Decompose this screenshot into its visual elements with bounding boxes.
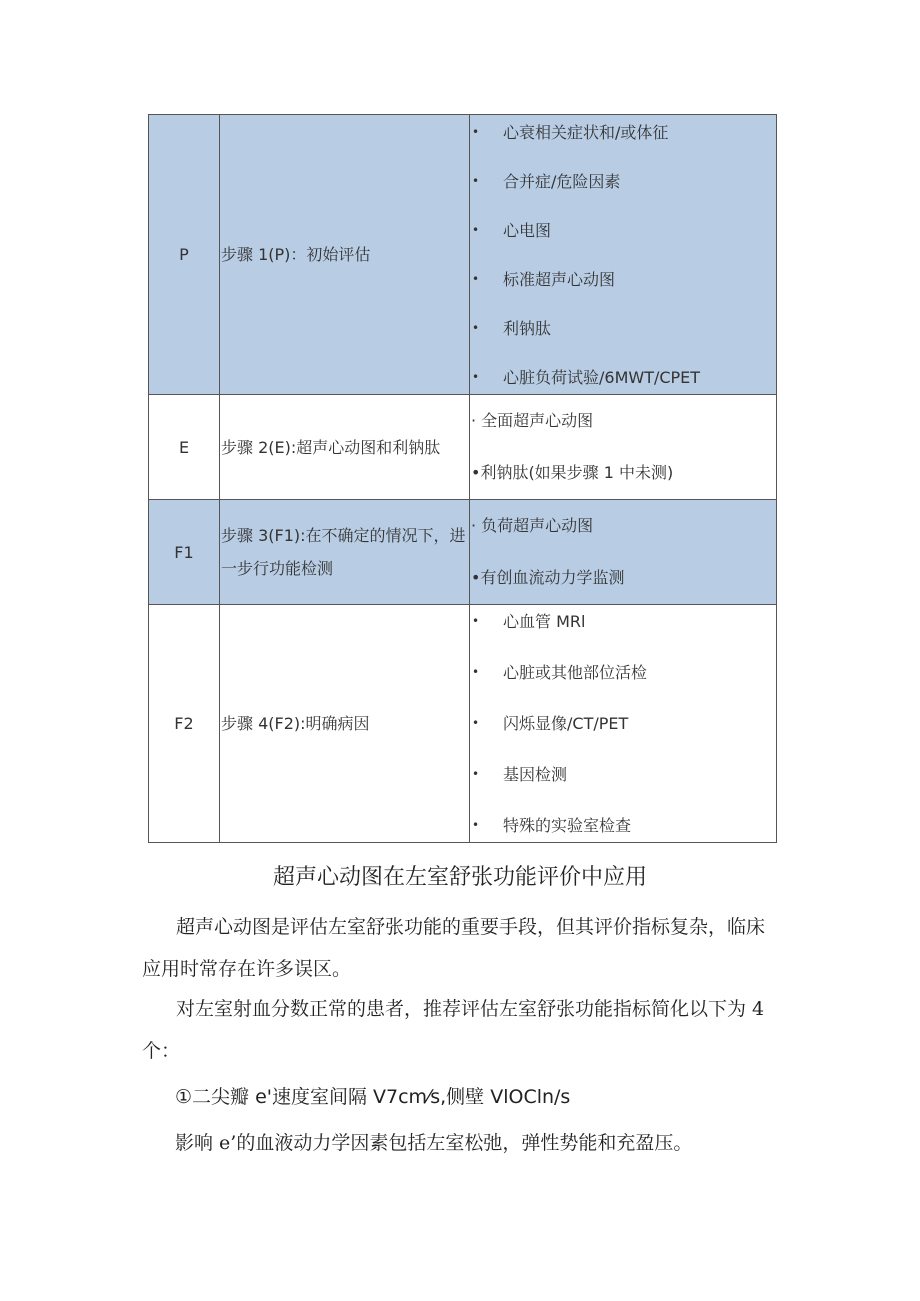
list-item: • 心脏或其他部位活检 bbox=[470, 656, 776, 707]
step-items-cell bbox=[470, 500, 777, 605]
body-paragraph: ①二尖瓣 e'速度室间隔 V7cm⁄s,侧壁 VlOCln/s bbox=[175, 1086, 571, 1108]
bullet-icon: • bbox=[472, 320, 480, 335]
list-item: • 心脏负荷试验/6MWT/CPET bbox=[470, 361, 776, 394]
list-item: · 负荷超声心动图 bbox=[471, 516, 594, 535]
body-paragraph: 对左室射血分数正常的患者，推荐评估左室舒张功能指标简化以下为 4 个： bbox=[142, 998, 765, 1062]
step-description: 步骤 4(F2):明确病因 bbox=[220, 605, 470, 843]
table-row bbox=[149, 500, 777, 605]
table-row bbox=[149, 605, 777, 843]
bullet-icon: • bbox=[472, 173, 480, 188]
list-item: • 基因检测 bbox=[470, 758, 776, 809]
bullet-icon: • bbox=[472, 716, 480, 730]
bullet-icon: • bbox=[472, 818, 480, 832]
step-code: F1 bbox=[149, 500, 220, 605]
step-description: 步骤 3(F1):在不确定的情况下，进一步行功能检测 bbox=[220, 500, 470, 605]
list-item: · 全面超声心动图 bbox=[471, 411, 594, 430]
table-row bbox=[149, 395, 777, 500]
step-items-cell bbox=[470, 115, 777, 395]
section-title: 超声心动图在左室舒张功能评价中应用 bbox=[272, 865, 647, 890]
bullet-icon: • bbox=[472, 767, 480, 781]
list-item: • 标准超声心动图 bbox=[470, 263, 776, 312]
step-code: P bbox=[149, 115, 220, 395]
step-description: 步骤 1(P)：初始评估 bbox=[220, 115, 470, 395]
list-item: • 心电图 bbox=[470, 214, 776, 263]
bullet-icon: • bbox=[472, 369, 480, 384]
step-code: F2 bbox=[149, 605, 220, 843]
table-row bbox=[149, 115, 777, 395]
list-item: • 心衰相关症状和/或体征 bbox=[470, 116, 776, 165]
list-item: • 利钠肽 bbox=[470, 312, 776, 361]
bullet-icon: • bbox=[472, 614, 480, 628]
list-item: • 闪烁显像/CT/PET bbox=[470, 707, 776, 758]
bullet-icon: • bbox=[472, 271, 480, 286]
step-items-cell bbox=[470, 605, 777, 843]
step-description: 步骤 2(E):超声心动图和利钠肽 bbox=[220, 395, 470, 500]
step-items-cell bbox=[470, 395, 777, 500]
diagnostic-steps-table bbox=[148, 114, 777, 843]
list-item: • 合并症/危险因素 bbox=[470, 165, 776, 214]
list-item: • 心血管 MRl bbox=[470, 605, 776, 656]
list-item: •利钠肽(如果步骤 1 中未测) bbox=[471, 463, 674, 482]
bullet-icon: • bbox=[472, 124, 480, 139]
list-item: •有创血流动力学监测 bbox=[471, 568, 625, 587]
bullet-icon: • bbox=[472, 665, 480, 679]
step-code: E bbox=[149, 395, 220, 500]
body-paragraph: 超声心动图是评估左室舒张功能的重要手段，但其评价指标复杂，临床应用时常存在许多误区。 bbox=[142, 916, 766, 980]
step-items-list bbox=[470, 605, 776, 842]
list-item: • 特殊的实验室检查 bbox=[470, 809, 776, 842]
step-items-list bbox=[470, 116, 776, 394]
step-items-list bbox=[470, 500, 776, 604]
body-paragraph: 影响 e’的血液动力学因素包括左室松弛，弹性势能和充盈压。 bbox=[175, 1132, 693, 1154]
step-items-list bbox=[470, 395, 776, 499]
bullet-icon: • bbox=[472, 222, 480, 237]
